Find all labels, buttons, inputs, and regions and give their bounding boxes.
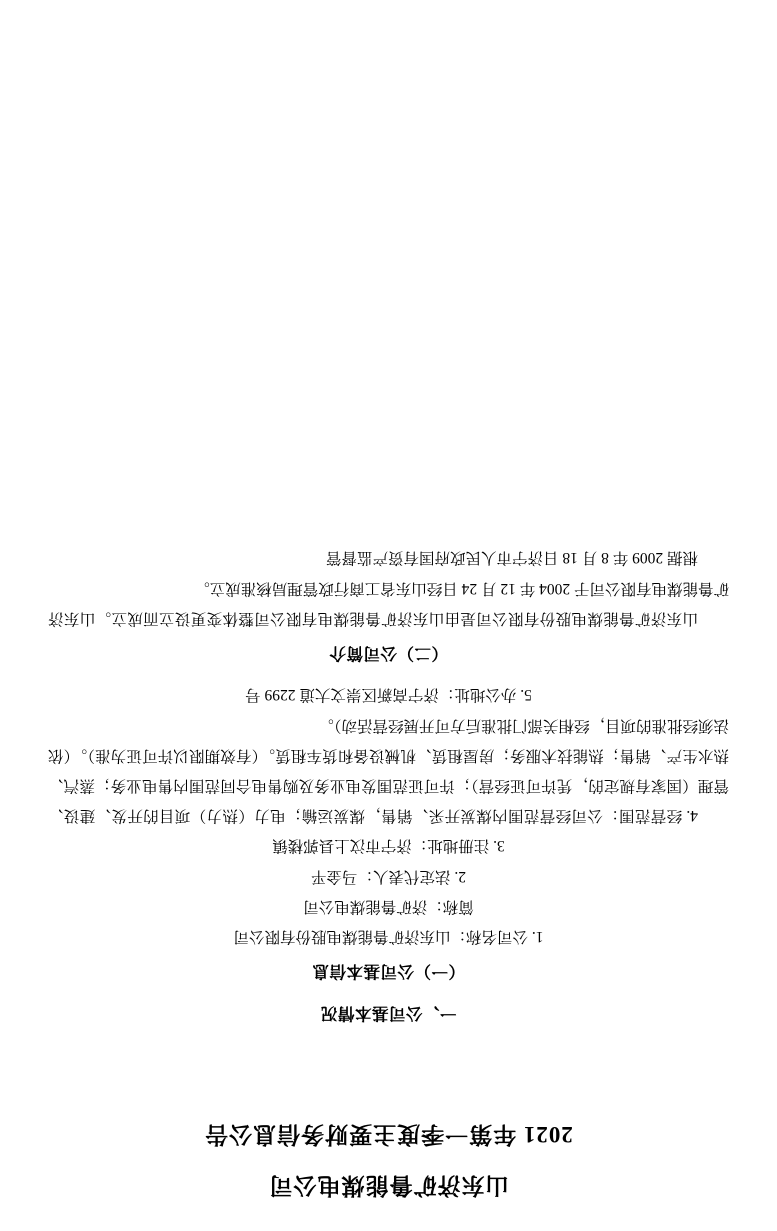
section-heading-1: 一、公司基本情况 bbox=[320, 1004, 457, 1024]
list-item: 1. 公司名称：山东济矿鲁能煤电股份有限公司 bbox=[233, 928, 544, 946]
intro-paragraph: 根据 2009 年 8 月 18 日济宁市人民政府国有资产监督管 bbox=[325, 549, 698, 567]
list-item: 3. 注册地址：济宁市汶上县郭楼镇 bbox=[272, 837, 505, 855]
subsection-heading-2: （二）公司简介 bbox=[329, 644, 448, 664]
subsection-heading-1: （一）公司基本信息 bbox=[312, 962, 465, 982]
list-item: 2. 法定代表人：马金平 bbox=[311, 867, 467, 885]
list-item: 简称：济矿鲁能煤电公司 bbox=[303, 897, 474, 915]
title-spacer bbox=[48, 1029, 729, 1115]
intro-paragraph: 山东济矿鲁能煤电股份有限公司是由山东济矿鲁能煤电有限公司整体变更设立而成立。山东济矿鲁能煤电有限公司于 2004 年 12 月 24 日经山东省工商行政管理局核准成立。 bbox=[48, 579, 729, 627]
list-item: 4. 经营范围：公司经营范围内煤炭开采、销售，煤炭运输；电力（热力）项目的开发、建设、管理（国家有规定的，凭许可证经营）；许可证范围发电业务及购售电合同范围内售电业务；蒸汽、热水生产、销售；热能技术服务；房屋租赁、机械设备和货车租赁。（有效期限以许可证为准）。（依法须经批准的项目，经相关部门批准后方可开展经营活动）。 bbox=[48, 716, 729, 825]
list-item: 5. 办公地址：济宁高新区崇文大道 2299 号 bbox=[245, 686, 532, 704]
document-body bbox=[0, 532, 777, 1231]
document-title-line-1: 山东济矿鲁能煤电公司 bbox=[268, 1173, 509, 1198]
document-title-line-2: 2021 年第一季度主要财务信息公告 bbox=[204, 1122, 573, 1148]
